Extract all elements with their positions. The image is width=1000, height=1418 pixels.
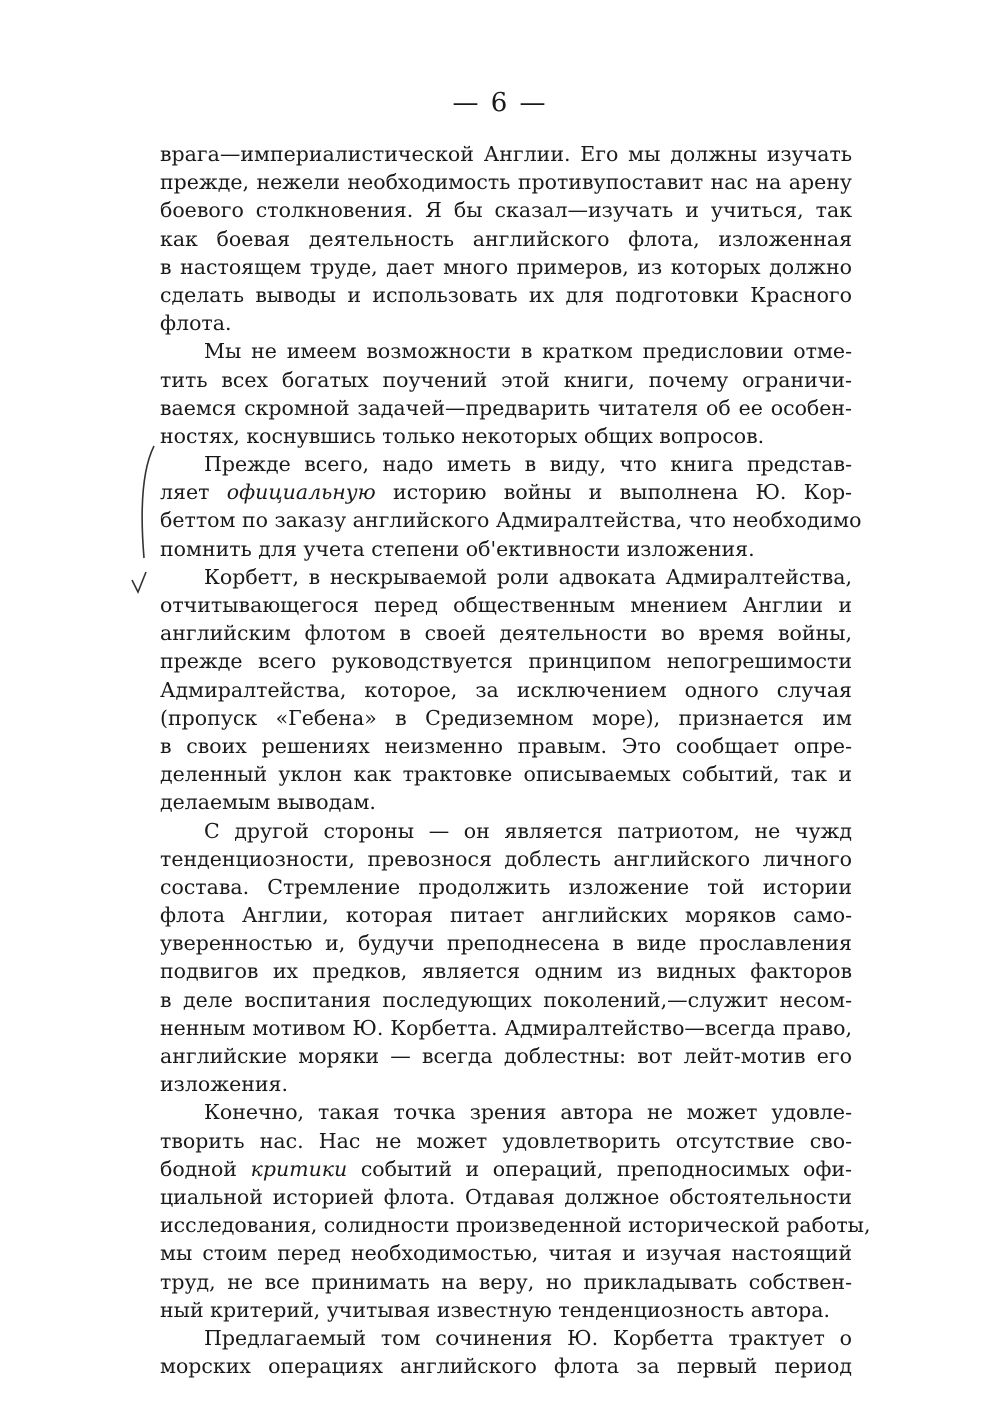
text-line: Прежде всего, надо иметь в виду, что книга представ- — [204, 452, 852, 477]
text-line: прежде, нежели необходимость противупоставит нас на арену — [160, 170, 852, 195]
body-text — [160, 140, 871, 1380]
text-line: флота. — [160, 311, 232, 336]
text-line: состава. Стремление продолжить изложение той истории — [160, 874, 852, 899]
paragraph — [160, 140, 852, 337]
text-line: деленный уклон как трактовке описываемых событий, так и — [160, 762, 852, 787]
text-line: Предлагаемый том сочинения Ю. Корбетта трактует о — [204, 1325, 852, 1350]
text-line: (пропуск «Гебена» в Средиземном море), признается им — [160, 705, 852, 730]
paragraph — [160, 817, 852, 1099]
text-line: ненным мотивом Ю. Корбетта. Адмиралтейство—всегда право, — [160, 1015, 852, 1040]
paragraph — [160, 563, 852, 817]
paragraph — [160, 1324, 852, 1380]
text-line: Корбетт, в нескрываемой роли адвоката Адмиралтейства, — [204, 564, 852, 589]
text-line — [160, 1155, 852, 1183]
text-fragment: ляет — [160, 480, 210, 505]
page-number: — 6 — — [452, 88, 548, 118]
text-line: флота Англии, которая питает английских моряков само- — [160, 903, 852, 928]
text-line: уверенностью и, будучи преподнесена в виде прославления — [160, 931, 852, 956]
text-line: помнить для учета степени об'ективности изложения. — [160, 536, 755, 561]
text-line: творить нас. Нас не может удовлетворить отсутствие сво- — [160, 1128, 852, 1153]
italic-word: критики — [250, 1156, 348, 1181]
text-line: английским флотом в своей деятельности во время войны, — [160, 621, 852, 646]
text-line: прежде всего руководствуется принципом непогрешимости — [160, 649, 852, 674]
text-line: ваемся скромной задачей—предварить читателя об ее особен- — [160, 395, 852, 420]
text-line: мы стоим перед необходимостью, читая и изучая настоящий — [160, 1241, 852, 1266]
text-line: в настоящем труде, дает много примеров, из которых должно — [160, 254, 852, 279]
text-line: английские моряки — всегда доблестны: вот лейт-мотив его — [160, 1044, 852, 1068]
text-line: в деле воспитания последующих поколений,—служит несом- — [160, 987, 852, 1012]
text-line: труд, не все принимать на веру, но прикладывать собствен- — [160, 1269, 852, 1294]
text-line: подвигов их предков, является одним из видных факторов — [160, 959, 852, 984]
text-line: тенденциозности, превознося доблесть английского личного — [160, 846, 852, 871]
text-line: сделать выводы и использовать их для подготовки Красного — [160, 282, 852, 307]
paragraph — [160, 337, 852, 450]
text-line: беттом по заказу английского Адмиралтейства, что необходимо — [160, 508, 862, 533]
text-line: С другой стороны — он является патриотом, не чужд — [204, 818, 852, 843]
text-line: морских операциях английского флота за первый период — [160, 1354, 852, 1379]
text-line: ностях, коснувшись только некоторых общих вопросов. — [160, 423, 765, 448]
text-line: ный критерий, учитывая известную тенденциозность автора. — [160, 1297, 831, 1322]
text-line: Адмиралтейства, которое, за исключением одного случая — [160, 677, 852, 702]
text-fragment: историю войны и выполнена Ю. Кор- — [393, 480, 852, 505]
text-line: врага—империалистической Англии. Его мы должны изучать — [160, 142, 852, 166]
text-line: Мы не имеем возможности в кратком предисловии отме- — [204, 339, 852, 364]
text-line: Конечно, такая точка зрения автора не может удовле- — [204, 1100, 852, 1125]
text-line: в своих решениях неизменно правым. Это сообщает опре- — [160, 733, 852, 758]
text-line: изложения. — [160, 1072, 288, 1097]
text-line: отчитывающегося перед общественным мнением Англии и — [160, 593, 852, 617]
text-line: делаемым выводам. — [160, 790, 376, 815]
text-line: циальной историей флота. Отдавая должное обстоятельности — [160, 1184, 852, 1209]
text-line: как боевая деятельность английского флота, изложенная — [160, 226, 852, 251]
text-line: исследования, солидности произведенной исторической работы, — [160, 1213, 871, 1238]
paragraph — [160, 450, 862, 563]
text-line — [160, 478, 852, 506]
paragraph — [160, 1098, 871, 1324]
text-line: боевого столкновения. Я бы сказал—изучать и учиться, так — [160, 198, 852, 223]
text-fragment: событий и операций, преподносимых офи- — [360, 1156, 852, 1181]
text-line: тить всех богатых поучений этой книги, почему ограничи- — [160, 367, 852, 392]
text-fragment: бодной — [160, 1156, 237, 1181]
italic-word: официальную — [226, 480, 376, 505]
